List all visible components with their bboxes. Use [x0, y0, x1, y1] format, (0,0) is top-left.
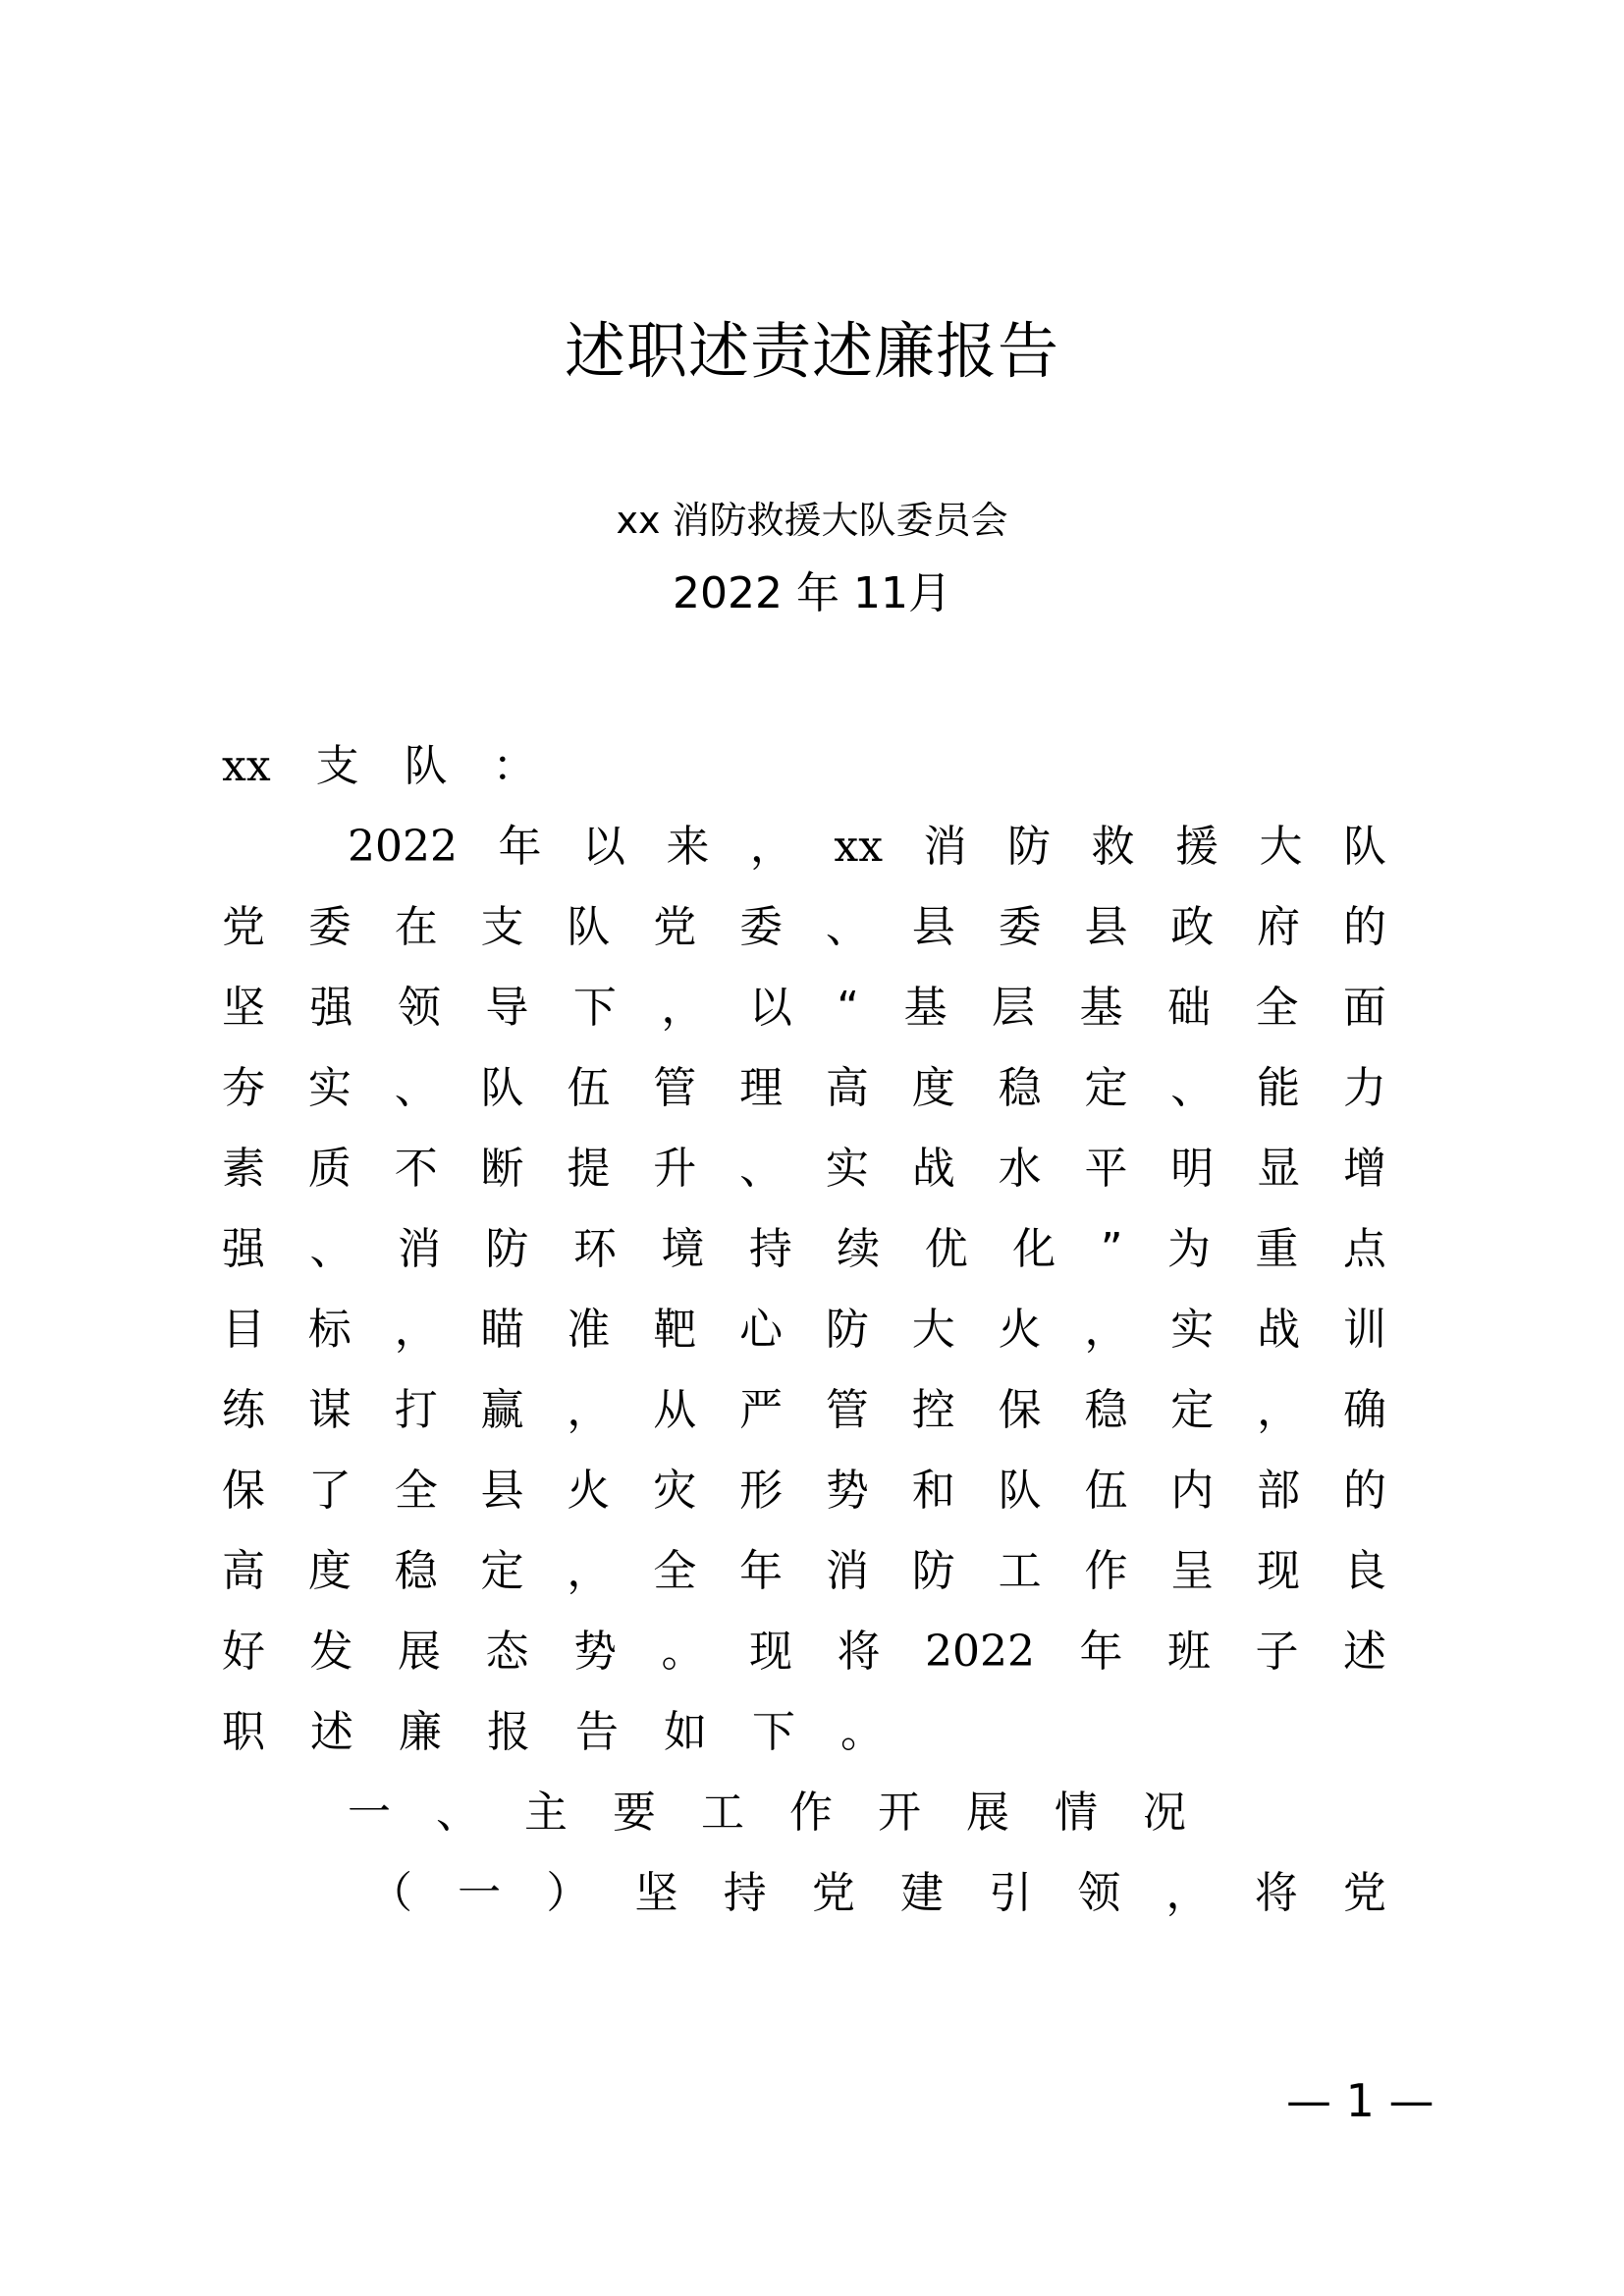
report-date: 2022 年 11月	[673, 568, 951, 618]
paragraph-line: 2022 年 以 来 ， xx 消 防 救 援 大 队	[348, 822, 1386, 872]
paragraph-line: 保 了 全 县 火 灾 形 势 和 队 伍 内 部 的	[222, 1466, 1386, 1516]
section-heading-2: （ 一 ） 坚 持 党 建 引 领 ， 将 党	[369, 1868, 1386, 1918]
paragraph-line: 职 述 廉 报 告 如 下 。	[222, 1707, 884, 1757]
paragraph-line: 素 质 不 断 提 升 、 实 战 水 平 明 显 增	[222, 1144, 1386, 1194]
paragraph-line: 坚 强 领 导 下 ， 以 “ 基 层 基 础 全 面	[222, 983, 1386, 1033]
page-number: — 1 —	[1286, 2074, 1435, 2127]
paragraph-line: 夯 实 、 队 伍 管 理 高 度 稳 定 、 能 力	[222, 1063, 1386, 1113]
paragraph-line: 强 、 消 防 环 境 持 续 优 化 ” 为 重 点	[222, 1224, 1386, 1274]
paragraph-line: 好 发 展 态 势 。 现 将 2022 年 班 子 述	[222, 1627, 1386, 1677]
salutation: xx 支 队 ：	[222, 741, 536, 791]
issuing-organization: xx 消防救援大队委员会	[616, 499, 1008, 542]
paragraph-line: 高 度 稳 定 ， 全 年 消 防 工 作 呈 现 良	[222, 1546, 1386, 1596]
paragraph-line: 目 标 ， 瞄 准 靶 心 防 大 火 ， 实 战 训	[222, 1305, 1386, 1355]
body-text	[222, 726, 1386, 1934]
paragraph-line: 党 委 在 支 队 党 委 、 县 委 县 政 府 的	[222, 902, 1386, 952]
section-heading-1: 一 、 主 要 工 作 开 展 情 况	[348, 1788, 1186, 1838]
paragraph-line: 练 谋 打 赢 ， 从 严 管 控 保 稳 定 ， 确	[222, 1385, 1386, 1435]
document-title: 述职述责述廉报告	[564, 315, 1059, 387]
